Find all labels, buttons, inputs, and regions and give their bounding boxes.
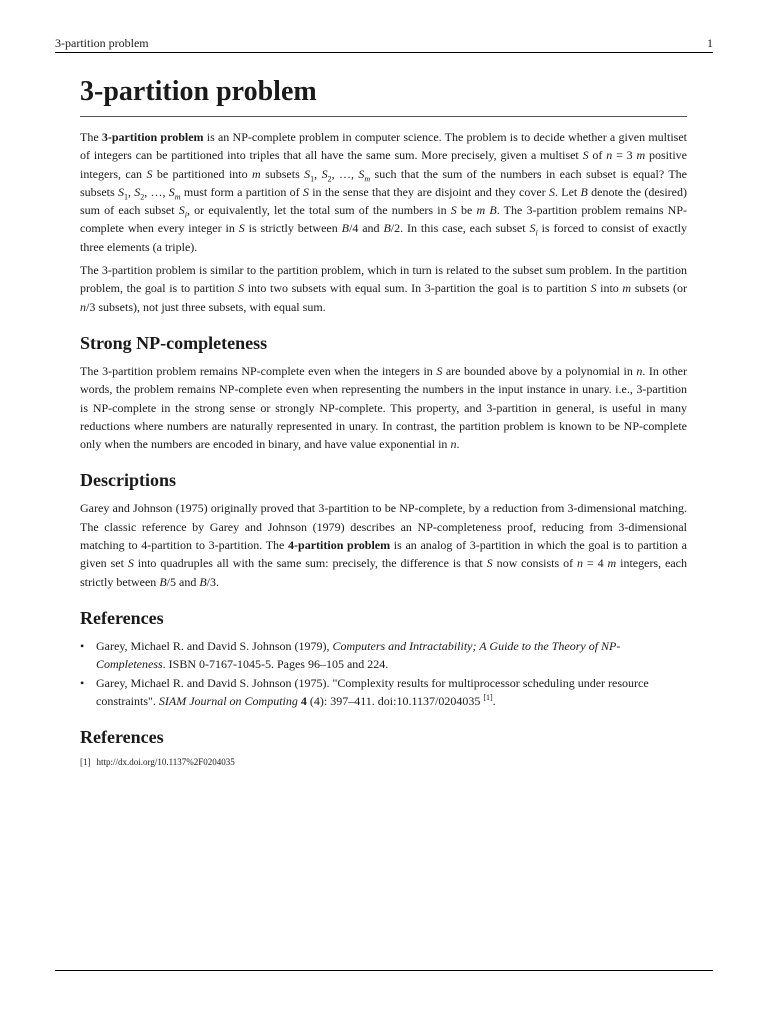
bullet: • [80, 638, 85, 653]
page-number: 1 [707, 36, 713, 50]
journal-title: SIAM Journal on Computing [158, 693, 298, 708]
section-heading-footnotes: References [80, 727, 164, 748]
strong-np-paragraph: The 3-partition problem remains NP-complete even when the integers in S are bounded above by a polynomial in n. In other words, the problem remains NP-complete even when representing the numbers in the input instance in unary. i.e., 3-partition is NP-complete in the strong sense or strongly NP-complete. This property, and 3-partition in general, is useful in many reductions where numbers are naturally represented in unary. In contrast, the partition problem is known to be NP-complete only when the numbers are encoded in binary, and have value exponential in n. [80, 363, 687, 452]
footnote-ref-link[interactable]: [1] [483, 692, 493, 702]
footnote-number: [1] [80, 757, 91, 768]
section-heading-references: References [80, 607, 164, 628]
intro-term: 3-partition problem [101, 130, 204, 144]
page-title: 3-partition problem [80, 74, 687, 117]
book-title-link[interactable]: Computers and Intractability; A Guide to the Theory of NP-Completeness [96, 638, 621, 672]
reference-list [80, 637, 687, 710]
running-header [55, 36, 713, 53]
bullet: • [80, 675, 85, 690]
running-title: 3-partition problem [55, 36, 149, 50]
section-heading-descriptions: Descriptions [80, 470, 176, 491]
reference-item: • Garey, Michael R. and David S. Johnson (1975). "Complexity results for multiprocessor scheduling under resource constraints". SIAM Journal on Computing 4 (4): 397–411. doi:10.1137/0204035 [1]. [80, 675, 649, 708]
descriptions-paragraph: Garey and Johnson (1975) originally proved that 3-partition to be NP-complete, by a reduction from 3-dimensional matching. The classic reference by Garey and Johnson (1979) describes an NP-completeness proof, reducing from 3-dimensional matching to 4-partition to 3-partition. The 4-partition problem is an analog of 3-partition in which the goal is to partition a given set S into quadruples all with the same sum: precisely, the difference is that S now consists of n = 4 m integers, each strictly between B/5 and B/3. [80, 501, 688, 589]
descriptions-term: 4-partition problem [288, 538, 391, 553]
similarity-paragraph: The 3-partition problem is similar to the partition problem, which in turn is related to the subset sum problem. In the partition problem, the goal is to partition S into two subsets with equal sum. In 3-partition the goal is to partition S into m subsets (or n/3 subsets), not just three subsets, with equal sum. [80, 263, 687, 314]
footer-rule [55, 970, 713, 971]
reference-item: • Garey, Michael R. and David S. Johnson (1979), Computers and Intractability; A Guide to the Theory of NP-Completeness. ISBN 0-7167-1045-5. Pages 96–105 and 224. [80, 638, 621, 672]
section-heading-strong-np: Strong NP-completeness [80, 332, 268, 353]
article-body [80, 70, 687, 768]
footnote-item [80, 756, 687, 768]
footnote-url-link[interactable]: http://dx.doi.org/10.1137%2F0204035 [96, 757, 235, 768]
intro-paragraph: The 3-partition problem is an NP-complete problem in computer science. The problem is to decide whether a given multiset of integers can be partitioned into triples that all have the same sum. More precisely, given a multiset S of n = 3 m positive integers, can S be partitioned into m subsets $S_1$, $S_2$, …, $S_m$ such that the sum of the numbers in each subset is equal? The subsets $S_1$, $S_2$, …, $S_m$ must form a partition of S in the sense that they are disjoint and they cover S. Let B denote the (desired) sum of each subset $S_i$, or equivalently, let the total sum of the numbers in S be m B. The 3-partition problem remains NP-complete when every integer in S is strictly between B/4 and B/2. In this case, each subset $S_i$ is forced to consist of exactly three elements (a triple). [80, 130, 688, 254]
